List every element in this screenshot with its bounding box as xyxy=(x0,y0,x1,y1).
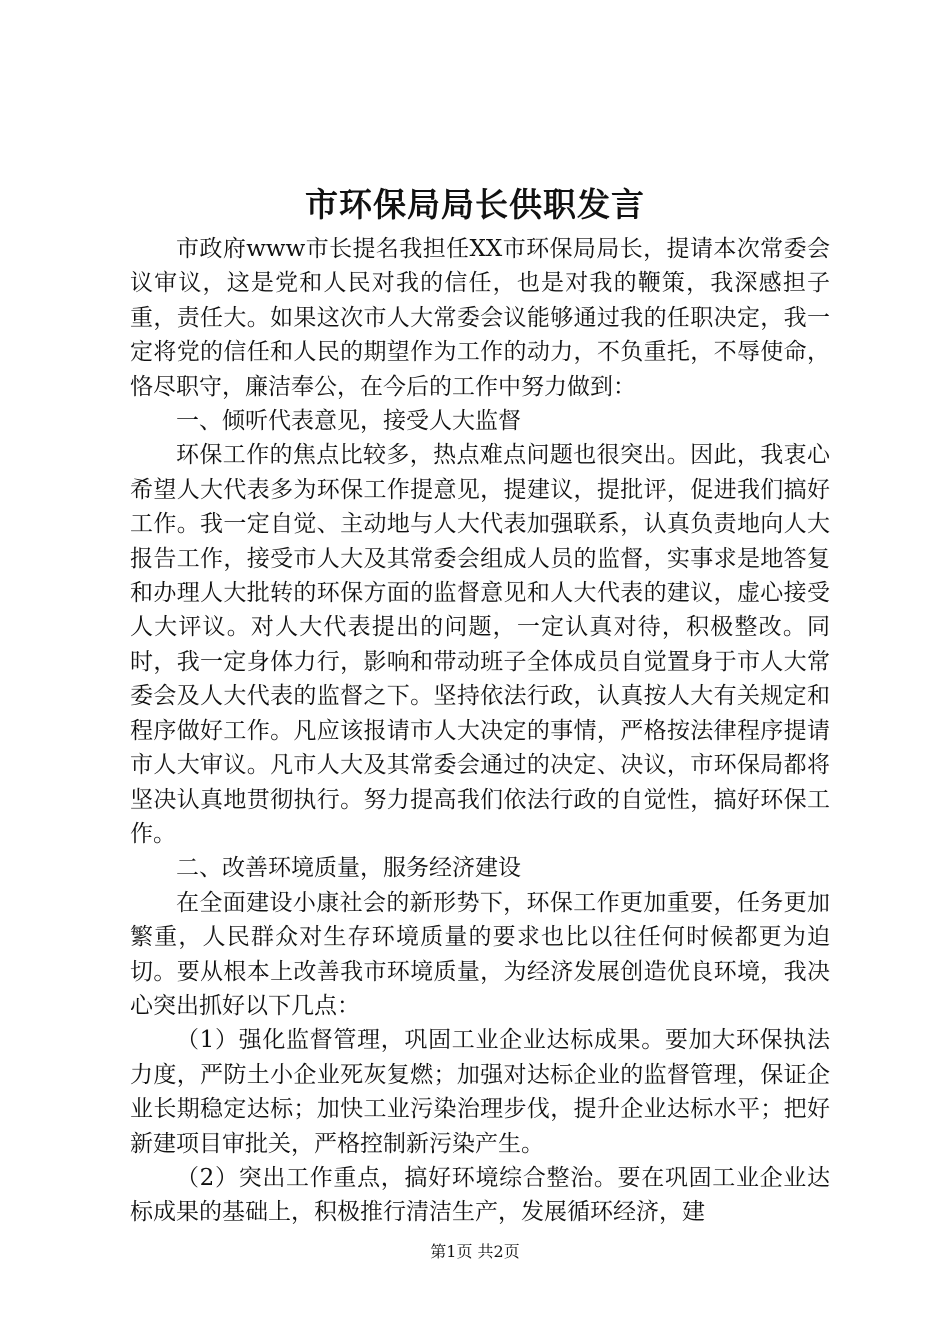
section-heading-2: 二、改善环境质量，服务经济建设 xyxy=(176,855,521,882)
document-title: 市环保局局长供职发言 xyxy=(305,185,645,224)
section-1-paragraph: 环保工作的焦点比较多，热点难点问题也很突出。因此，我衷心希望人大代表多为环保工作提意见，提建议，提批评，促进我们搞好工作。我一定自觉、主动地与人大代表加强联系，认真负责地向人大报告工作，接受市人大及其常委会组成人员的监督，实事求是地答复和办理人大批转的环保方面的监督意见和人大代表的建议，虚心接受人大评议。对人大代表提出的问题，一定认真对待，积极整改。同时，我一定身体力行，影响和带动班子全体成员自觉置身于市人大常委会及人大代表的监督之下。坚持依法行政，认真按人大有关规定和程序做好工作。凡应该报请市人大决定的事情，严格按法律程序提请市人大审议。凡市人大及其常委会通过的决定、决议，市环保局都将坚决认真地贯彻执行。努力提高我们依法行政的自觉性，搞好环保工作。 xyxy=(130,442,830,847)
item-1-paragraph: （1）强化监督管理，巩固工业企业达标成果。要加大环保执法力度，严防土小企业死灰复燃；加强对达标企业的监督管理，保证企业长期稳定达标；加快工业污染治理步伐，提升企业达标水平；把好新建项目审批关，严格控制新污染产生。 xyxy=(130,1027,830,1157)
intro-paragraph: 市政府www市长提名我担任XX市环保局局长，提请本次常委会议审议，这是党和人民对我的信任，也是对我的鞭策，我深感担子重，责任大。如果这次市人大常委会议能够通过我的任职决定，我一定将党的信任和人民的期望作为工作的动力，不负重托，不辱使命，恪尽职守，廉洁奉公，在今后的工作中努力做到： xyxy=(130,236,830,400)
section-heading-1: 一、倾听代表意见，接受人大监督 xyxy=(176,408,521,435)
item-2-paragraph: （2）突出工作重点，搞好环境综合整治。要在巩固工业企业达标成果的基础上，积极推行清洁生产，发展循环经济，建 xyxy=(130,1164,830,1226)
section-2-paragraph: 在全面建设小康社会的新形势下，环保工作更加重要，任务更加繁重，人民群众对生存环境质量的要求也比以往任何时候都更为迫切。要从根本上改善我市环境质量，为经济发展创造优良环境，我决心突出抓好以下几点： xyxy=(130,889,830,1019)
document-body xyxy=(130,232,830,1230)
page-footer: 第1页 共2页 xyxy=(430,1242,520,1261)
